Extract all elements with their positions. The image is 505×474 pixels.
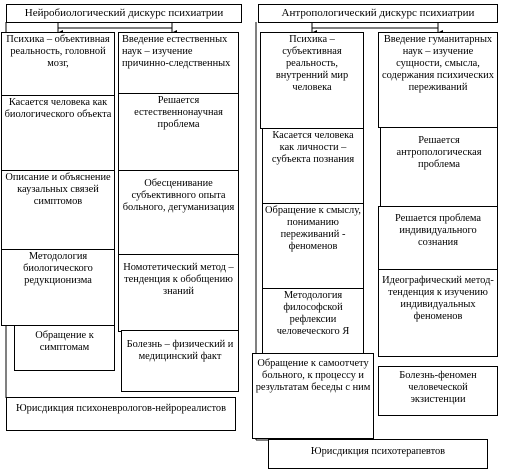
- right-col1-box-5: Обращение к самоотчету больного, к процессу и результатам беседы с ним: [252, 353, 374, 439]
- right-col2-box-3: Решается проблема индивидуального сознания: [378, 206, 498, 270]
- left-col1-box-3: Описание и объяснение каузальных связей симптомов: [1, 170, 115, 250]
- left-col1-box-2: Касается человека как биологического объекта: [1, 95, 115, 171]
- right-jurisdiction-box: Юрисдикция психотерапевтов: [268, 439, 488, 469]
- right-col1-box-2: Касается человека как личности – субъекта познания: [262, 128, 364, 204]
- left-col2-box-2: Решается естественнонаучная проблема: [118, 93, 239, 171]
- left-col1-box-1: Психика – объективная реальность, головной мозг,: [1, 32, 115, 96]
- right-col2-box-5: Болезнь-феномен человеческой экзистенции: [378, 366, 498, 416]
- right-col2-box-4: Идеографический метод-тенденция к изучению индивидуальных феноменов: [378, 269, 498, 357]
- left-col2-box-1: Введение естественных наук – изучение причинно-следственных: [118, 32, 239, 94]
- right-col1-box-3: Обращение к смыслу, пониманию переживаний - феноменов: [262, 203, 364, 289]
- right-discourse-header: Антропологический дискурс психиатрии: [258, 4, 498, 23]
- right-col2-box-2: Решается антропологическая проблема: [380, 127, 498, 207]
- right-col1-box-1: Психика – субъективная реальность, внутренний мир человека: [260, 32, 364, 129]
- left-col1-box-5: Обращение к симптомам: [14, 325, 115, 371]
- left-col2-box-5: Болезнь – физический и медицинский факт: [121, 330, 239, 392]
- left-jurisdiction-box: Юрисдикция психоневрологов-нейрореалистов: [6, 397, 236, 431]
- right-col2-box-1: Введение гуманитарных наук – изучение сущности, смысла, содержания психических переживаний: [378, 32, 498, 128]
- right-col1-box-4: Методология философской рефлексии человеческого Я: [262, 288, 364, 354]
- left-col2-box-3: Обесценивание субъективного опыта больного, дегуманизация: [118, 170, 239, 255]
- left-col2-box-4: Номотетический метод – тенденция к обобщению знаний: [118, 254, 239, 332]
- left-col1-box-4: Методология биологического редукционизма: [1, 249, 115, 326]
- left-discourse-header: Нейробиологический дискурс психиатрии: [6, 4, 242, 23]
